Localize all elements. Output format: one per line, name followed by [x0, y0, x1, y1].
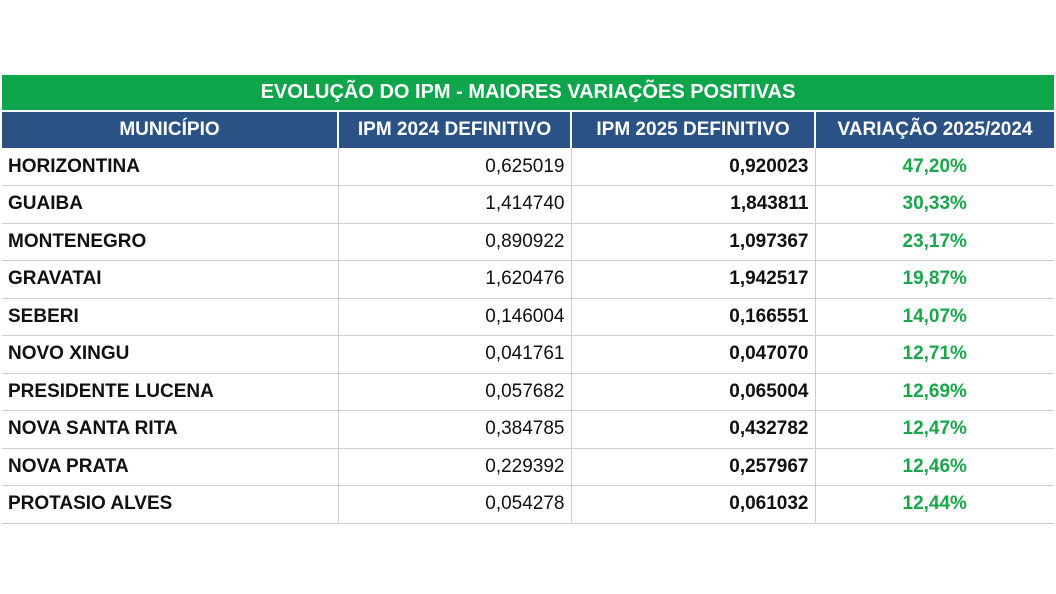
table-row — [2, 448, 1054, 486]
cell-municipio: GUAIBA — [2, 186, 338, 224]
header-row — [2, 112, 1054, 148]
cell-ipm-2024: 0,890922 — [338, 223, 571, 261]
cell-ipm-2025: 0,432782 — [571, 411, 815, 449]
cell-variacao: 23,17% — [815, 223, 1054, 261]
cell-variacao: 19,87% — [815, 261, 1054, 299]
table-row — [2, 373, 1054, 411]
table-row — [2, 411, 1054, 449]
table-row — [2, 486, 1054, 524]
cell-ipm-2024: 1,414740 — [338, 186, 571, 224]
cell-ipm-2025: 0,257967 — [571, 448, 815, 486]
cell-variacao: 12,47% — [815, 411, 1054, 449]
cell-ipm-2025: 0,166551 — [571, 298, 815, 336]
cell-variacao: 12,69% — [815, 373, 1054, 411]
header-variacao: VARIAÇÃO 2025/2024 — [815, 112, 1054, 148]
table-title: EVOLUÇÃO DO IPM - MAIORES VARIAÇÕES POSITIVAS — [2, 75, 1054, 112]
cell-variacao: 12,71% — [815, 336, 1054, 374]
cell-ipm-2025: 0,065004 — [571, 373, 815, 411]
cell-ipm-2024: 0,229392 — [338, 448, 571, 486]
cell-ipm-2024: 0,384785 — [338, 411, 571, 449]
header-ipm-2024: IPM 2024 DEFINITIVO — [338, 112, 571, 148]
cell-municipio: PRESIDENTE LUCENA — [2, 373, 338, 411]
table-row — [2, 336, 1054, 374]
ipm-table — [2, 75, 1054, 524]
cell-ipm-2024: 0,054278 — [338, 486, 571, 524]
cell-variacao: 14,07% — [815, 298, 1054, 336]
cell-ipm-2024: 1,620476 — [338, 261, 571, 299]
table-row — [2, 148, 1054, 186]
cell-ipm-2025: 0,047070 — [571, 336, 815, 374]
data-table — [2, 112, 1054, 524]
cell-municipio: NOVA SANTA RITA — [2, 411, 338, 449]
table-row — [2, 223, 1054, 261]
cell-municipio: GRAVATAI — [2, 261, 338, 299]
cell-municipio: NOVA PRATA — [2, 448, 338, 486]
header-ipm-2025: IPM 2025 DEFINITIVO — [571, 112, 815, 148]
cell-variacao: 12,44% — [815, 486, 1054, 524]
cell-ipm-2025: 1,942517 — [571, 261, 815, 299]
cell-variacao: 12,46% — [815, 448, 1054, 486]
cell-ipm-2024: 0,625019 — [338, 148, 571, 186]
cell-ipm-2024: 0,146004 — [338, 298, 571, 336]
cell-municipio: NOVO XINGU — [2, 336, 338, 374]
cell-variacao: 47,20% — [815, 148, 1054, 186]
table-row — [2, 298, 1054, 336]
cell-ipm-2025: 0,061032 — [571, 486, 815, 524]
table-row — [2, 186, 1054, 224]
cell-ipm-2025: 0,920023 — [571, 148, 815, 186]
cell-municipio: SEBERI — [2, 298, 338, 336]
cell-ipm-2024: 0,041761 — [338, 336, 571, 374]
header-municipio: MUNICÍPIO — [2, 112, 338, 148]
cell-municipio: MONTENEGRO — [2, 223, 338, 261]
cell-ipm-2024: 0,057682 — [338, 373, 571, 411]
cell-municipio: PROTASIO ALVES — [2, 486, 338, 524]
table-row — [2, 261, 1054, 299]
cell-ipm-2025: 1,097367 — [571, 223, 815, 261]
cell-municipio: HORIZONTINA — [2, 148, 338, 186]
cell-ipm-2025: 1,843811 — [571, 186, 815, 224]
cell-variacao: 30,33% — [815, 186, 1054, 224]
